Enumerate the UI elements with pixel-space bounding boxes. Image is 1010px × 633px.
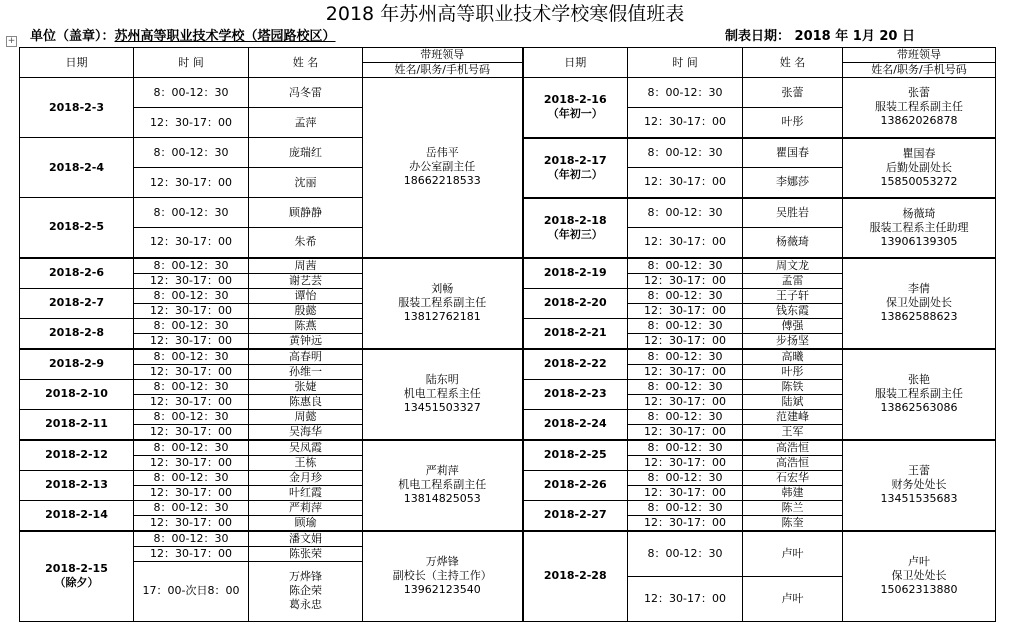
left-slot-time: 8：00-12：30 xyxy=(134,258,249,274)
left-slot-time: 8：00-12：30 xyxy=(134,409,249,424)
right-slot-time: 8：00-12：30 xyxy=(628,531,743,577)
right-slot-name: 陈奎 xyxy=(743,515,843,531)
leader-phone: 13862588623 xyxy=(880,310,958,323)
right-slot-time: 12：30-17：00 xyxy=(628,333,743,349)
left-slot-time: 12：30-17：00 xyxy=(134,108,249,138)
left-slot-name: 顾瑜 xyxy=(249,515,363,531)
leader-title: 机电工程系主任 xyxy=(403,387,481,400)
leader-title: 服装工程系副主任 xyxy=(398,296,487,309)
right-slot-name: 傅强 xyxy=(743,318,843,333)
leader-name: 瞿国春 xyxy=(902,146,936,160)
left-slot-name: 叶红霞 xyxy=(249,485,363,500)
leader-title: 保卫处副处长 xyxy=(886,296,952,309)
right-slot-name: 韩建 xyxy=(743,485,843,500)
left-slot-name: 谭怡 xyxy=(249,288,363,303)
right-slot-time: 8：00-12：30 xyxy=(628,198,743,228)
left-slot-name: 周懿 xyxy=(249,409,363,424)
left-slot-name: 黄钟远 xyxy=(249,333,363,349)
right-slot-time: 8：00-12：30 xyxy=(628,409,743,424)
date-label: 制表日期： xyxy=(725,29,791,44)
leader-phone: 13451535683 xyxy=(880,492,958,505)
header-leader-sub: 姓名/职务/手机号码 xyxy=(843,63,996,78)
left-day-date xyxy=(20,288,134,318)
leader-name: 杨薇琦 xyxy=(902,206,936,220)
left-slot-time: 8：00-12：30 xyxy=(134,500,249,515)
right-slot-time: 8：00-12：30 xyxy=(628,318,743,333)
left-slot-time: 12：30-17：00 xyxy=(134,168,249,198)
right-slot-time: 12：30-17：00 xyxy=(628,485,743,500)
left-slot-time: 12：30-17：00 xyxy=(134,546,249,561)
right-slot-time: 8：00-12：30 xyxy=(628,288,743,303)
header-name: 姓 名 xyxy=(249,48,363,78)
left-day-date xyxy=(20,138,134,198)
right-day-date xyxy=(523,258,628,289)
leader-phone: 13862563086 xyxy=(880,401,958,414)
right-slot-name: 李娜莎 xyxy=(743,168,843,198)
header-leader: 带班领导 xyxy=(843,48,996,63)
left-slot-time: 8：00-12：30 xyxy=(134,531,249,547)
leader-title: 后勤处副处长 xyxy=(886,160,952,174)
leader-name: 李倩 xyxy=(908,282,930,295)
left-slot-time: 12：30-17：00 xyxy=(134,303,249,318)
right-slot-time: 12：30-17：00 xyxy=(628,168,743,198)
right-slot-name: 钱东霞 xyxy=(743,303,843,318)
right-slot-name: 孟雷 xyxy=(743,273,843,288)
leader-title: 财务处处长 xyxy=(891,478,947,491)
right-slot-name: 高浩恒 xyxy=(743,440,843,456)
header-name: 姓 名 xyxy=(743,48,843,78)
left-day-date xyxy=(20,470,134,500)
left-slot-time: 8：00-12：30 xyxy=(134,78,249,108)
unit-label: 单位（盖章）： xyxy=(30,29,115,44)
right-slot-time: 12：30-17：00 xyxy=(628,303,743,318)
left-day-date xyxy=(20,379,134,409)
leader-phone: 18662218533 xyxy=(403,174,481,188)
left-slot-name: 周茜 xyxy=(249,258,363,274)
right-slot-time: 8：00-12：30 xyxy=(628,379,743,394)
right-slot-name: 吴胜岩 xyxy=(743,198,843,228)
right-slot-name: 周文龙 xyxy=(743,258,843,274)
right-slot-time: 12：30-17：00 xyxy=(628,108,743,138)
leader-phone: 13814825053 xyxy=(403,492,481,505)
right-slot-time: 12：30-17：00 xyxy=(628,364,743,379)
right-slot-time: 8：00-12：30 xyxy=(628,440,743,456)
day-note: （年初三） xyxy=(547,227,603,241)
right-slot-time: 12：30-17：00 xyxy=(628,576,743,621)
day-date-text: 2018-2-3 xyxy=(48,100,105,114)
leader-title: 服装工程系副主任 xyxy=(875,387,963,400)
day-date-text: 2018-2-18 xyxy=(543,213,607,227)
right-slot-time: 12：30-17：00 xyxy=(628,394,743,409)
left-slot-name: 张婕 xyxy=(249,379,363,394)
day-date-text: 2018-2-12 xyxy=(45,448,108,461)
day-date-text: 2018-2-13 xyxy=(45,478,108,491)
left-slot-time: 12：30-17：00 xyxy=(134,455,249,470)
left-slot-time: 12：30-17：00 xyxy=(134,364,249,379)
leader-phone: 15062313880 xyxy=(880,583,958,596)
leader-title: 副校长（主持工作） xyxy=(392,569,492,582)
header-time: 时 间 xyxy=(628,48,743,78)
leader-title: 办公室副主任 xyxy=(409,160,476,174)
left-slot-name-item: 陈企荣 xyxy=(289,584,322,597)
day-note: （除夕） xyxy=(54,576,99,589)
left-day-date xyxy=(20,78,134,138)
left-slot-time: 12：30-17：00 xyxy=(134,273,249,288)
left-leader-cell xyxy=(363,349,523,440)
day-date-text: 2018-2-17 xyxy=(543,153,607,167)
left-slot-time: 8：00-12：30 xyxy=(134,138,249,168)
leader-name: 王蕾 xyxy=(908,464,930,477)
left-slot-time: 8：00-12：30 xyxy=(134,198,249,228)
left-slot-name: 孟萍 xyxy=(249,108,363,138)
left-slot-name xyxy=(249,561,363,621)
leader-title: 保卫处处长 xyxy=(891,569,947,582)
day-date-text: 2018-2-4 xyxy=(48,160,105,174)
header-leader: 带班领导 xyxy=(363,48,523,63)
left-slot-name: 严莉萍 xyxy=(249,500,363,515)
left-day-date xyxy=(20,531,134,622)
right-slot-name: 卢叶 xyxy=(743,531,843,577)
right-day-date xyxy=(523,288,628,318)
right-slot-time: 12：30-17：00 xyxy=(628,424,743,440)
left-slot-name: 谢艺芸 xyxy=(249,273,363,288)
right-slot-time: 12：30-17：00 xyxy=(628,273,743,288)
left-slot-time: 12：30-17：00 xyxy=(134,424,249,440)
day-date-text: 2018-2-19 xyxy=(543,266,607,279)
left-day-date xyxy=(20,318,134,349)
right-slot-name: 石宏华 xyxy=(743,470,843,485)
leader-name: 严莉萍 xyxy=(425,464,459,477)
right-slot-name: 步扬坚 xyxy=(743,333,843,349)
leader-name: 张艳 xyxy=(908,373,930,386)
day-date-text: 2018-2-8 xyxy=(48,326,105,339)
leader-phone: 13862026878 xyxy=(880,114,958,128)
left-leader-cell xyxy=(363,78,523,258)
right-day-date xyxy=(523,409,628,440)
right-day-date xyxy=(523,500,628,531)
left-slot-time: 8：00-12：30 xyxy=(134,379,249,394)
right-slot-time: 8：00-12：30 xyxy=(628,78,743,108)
left-slot-name: 王栋 xyxy=(249,455,363,470)
left-slot-time: 12：30-17：00 xyxy=(134,333,249,349)
left-leader-cell xyxy=(363,440,523,531)
left-day-date xyxy=(20,440,134,471)
leader-name: 刘畅 xyxy=(431,282,454,295)
right-day-date xyxy=(523,198,628,258)
left-slot-time: 12：30-17：00 xyxy=(134,485,249,500)
day-date-text: 2018-2-22 xyxy=(543,357,607,370)
day-date-text: 2018-2-26 xyxy=(543,478,607,491)
right-slot-time: 8：00-12：30 xyxy=(628,258,743,274)
day-date-text: 2018-2-6 xyxy=(48,266,105,279)
date-line xyxy=(725,28,915,46)
left-slot-time: 12：30-17：00 xyxy=(134,515,249,531)
left-slot-name: 吴海华 xyxy=(249,424,363,440)
header-leader-sub: 姓名/职务/手机号码 xyxy=(363,63,523,78)
left-slot-time: 12：30-17：00 xyxy=(134,394,249,409)
day-date-text: 2018-2-20 xyxy=(543,296,607,309)
day-date-text: 2018-2-21 xyxy=(543,326,607,339)
duty-table xyxy=(19,47,996,622)
day-date-text: 2018-2-16 xyxy=(543,93,607,107)
left-leader-cell xyxy=(363,531,523,622)
day-date-text: 2018-2-23 xyxy=(543,387,607,400)
leader-title: 服装工程系副主任 xyxy=(875,100,963,114)
left-slot-time: 17：00-次日8：00 xyxy=(134,561,249,621)
day-note: （年初一） xyxy=(547,107,603,121)
day-date-text: 2018-2-27 xyxy=(543,508,607,521)
right-slot-name: 高曦 xyxy=(743,349,843,365)
right-slot-name: 陈兰 xyxy=(743,500,843,515)
day-note: （年初二） xyxy=(547,167,603,181)
right-slot-name: 叶彤 xyxy=(743,108,843,138)
unit-line xyxy=(30,28,336,46)
leader-name: 岳伟平 xyxy=(425,146,459,160)
leader-phone: 13812762181 xyxy=(403,310,481,323)
right-slot-time: 12：30-17：00 xyxy=(628,228,743,258)
day-date-text: 2018-2-28 xyxy=(543,569,607,582)
right-slot-time: 12：30-17：00 xyxy=(628,515,743,531)
day-date-text: 2018-2-14 xyxy=(45,508,108,521)
left-slot-name-item: 万烨锋 xyxy=(289,570,322,583)
left-slot-name: 朱希 xyxy=(249,228,363,258)
left-slot-name-item: 葛永忠 xyxy=(289,598,322,611)
left-day-date xyxy=(20,409,134,440)
right-leader-cell xyxy=(843,531,996,622)
left-slot-name: 孙维一 xyxy=(249,364,363,379)
day-date-text: 2018-2-15 xyxy=(45,562,108,575)
left-slot-name: 潘文娟 xyxy=(249,531,363,547)
left-slot-time: 8：00-12：30 xyxy=(134,349,249,365)
right-slot-name: 瞿国春 xyxy=(743,138,843,168)
leader-name: 陆东明 xyxy=(425,373,459,386)
right-slot-time: 12：30-17：00 xyxy=(628,455,743,470)
left-slot-time: 8：00-12：30 xyxy=(134,470,249,485)
right-slot-name: 王军 xyxy=(743,424,843,440)
right-slot-time: 8：00-12：30 xyxy=(628,138,743,168)
left-slot-name: 高春明 xyxy=(249,349,363,365)
right-leader-cell xyxy=(843,440,996,531)
right-leader-cell xyxy=(843,138,996,198)
left-slot-name: 殷懿 xyxy=(249,303,363,318)
right-day-date xyxy=(523,349,628,380)
right-slot-time: 8：00-12：30 xyxy=(628,349,743,365)
day-date-text: 2018-2-25 xyxy=(543,448,607,461)
leader-name: 张蕾 xyxy=(908,86,930,100)
right-leader-cell xyxy=(843,198,996,258)
day-date-text: 2018-2-10 xyxy=(45,387,108,400)
right-leader-cell xyxy=(843,78,996,138)
left-slot-name: 庞瑞红 xyxy=(249,138,363,168)
leader-title: 服装工程系主任助理 xyxy=(869,220,969,234)
leader-phone: 13962123540 xyxy=(403,583,481,596)
date-value: 2018 年 1月 20 日 xyxy=(794,29,915,44)
header-date: 日期 xyxy=(523,48,628,78)
day-date-text: 2018-2-11 xyxy=(45,417,108,430)
header-time: 时 间 xyxy=(134,48,249,78)
right-slot-name: 卢叶 xyxy=(743,576,843,621)
right-slot-name: 王子轩 xyxy=(743,288,843,303)
left-day-date xyxy=(20,500,134,531)
left-slot-name: 沈丽 xyxy=(249,168,363,198)
leader-phone: 13906139305 xyxy=(880,234,958,248)
day-date-text: 2018-2-9 xyxy=(48,357,105,370)
header-date: 日期 xyxy=(20,48,134,78)
left-slot-name: 金月珍 xyxy=(249,470,363,485)
right-day-date xyxy=(523,138,628,198)
right-day-date xyxy=(523,78,628,138)
table-anchor-icon[interactable]: + xyxy=(7,36,16,46)
right-slot-name: 陆斌 xyxy=(743,394,843,409)
right-day-date xyxy=(523,531,628,622)
left-slot-time: 8：00-12：30 xyxy=(134,318,249,333)
left-day-date xyxy=(20,198,134,258)
day-date-text: 2018-2-5 xyxy=(48,220,105,234)
right-slot-name: 杨薇琦 xyxy=(743,228,843,258)
left-slot-name: 冯冬雷 xyxy=(249,78,363,108)
leader-phone: 13451503327 xyxy=(403,401,481,414)
left-slot-time: 8：00-12：30 xyxy=(134,288,249,303)
right-day-date xyxy=(523,318,628,349)
left-slot-name: 吴凤霞 xyxy=(249,440,363,456)
left-slot-time: 12：30-17：00 xyxy=(134,228,249,258)
day-date-text: 2018-2-24 xyxy=(543,417,607,430)
right-day-date xyxy=(523,440,628,471)
leader-phone: 15850053272 xyxy=(880,174,958,188)
right-slot-name: 陈铁 xyxy=(743,379,843,394)
left-leader-cell xyxy=(363,258,523,349)
left-slot-name: 陈惠良 xyxy=(249,394,363,409)
right-slot-time: 8：00-12：30 xyxy=(628,470,743,485)
right-slot-name: 高浩恒 xyxy=(743,455,843,470)
left-day-date xyxy=(20,349,134,380)
right-day-date xyxy=(523,470,628,500)
left-day-date xyxy=(20,258,134,289)
left-slot-name: 顾静静 xyxy=(249,198,363,228)
left-slot-name: 陈张荣 xyxy=(249,546,363,561)
right-day-date xyxy=(523,379,628,409)
unit-value: 苏州高等职业技术学校（塔园路校区） xyxy=(114,29,336,44)
page-title: 2018 年苏州高等职业技术学校寒假值班表 xyxy=(325,3,685,25)
leader-title: 机电工程系副主任 xyxy=(398,478,487,491)
leader-name: 万烨锋 xyxy=(425,555,459,568)
right-slot-name: 张蕾 xyxy=(743,78,843,108)
left-slot-name: 陈燕 xyxy=(249,318,363,333)
right-slot-time: 8：00-12：30 xyxy=(628,500,743,515)
right-leader-cell xyxy=(843,349,996,440)
right-slot-name: 叶彤 xyxy=(743,364,843,379)
right-leader-cell xyxy=(843,258,996,349)
day-date-text: 2018-2-7 xyxy=(48,296,105,309)
right-slot-name: 范建峰 xyxy=(743,409,843,424)
left-slot-time: 8：00-12：30 xyxy=(134,440,249,456)
leader-name: 卢叶 xyxy=(908,555,930,568)
